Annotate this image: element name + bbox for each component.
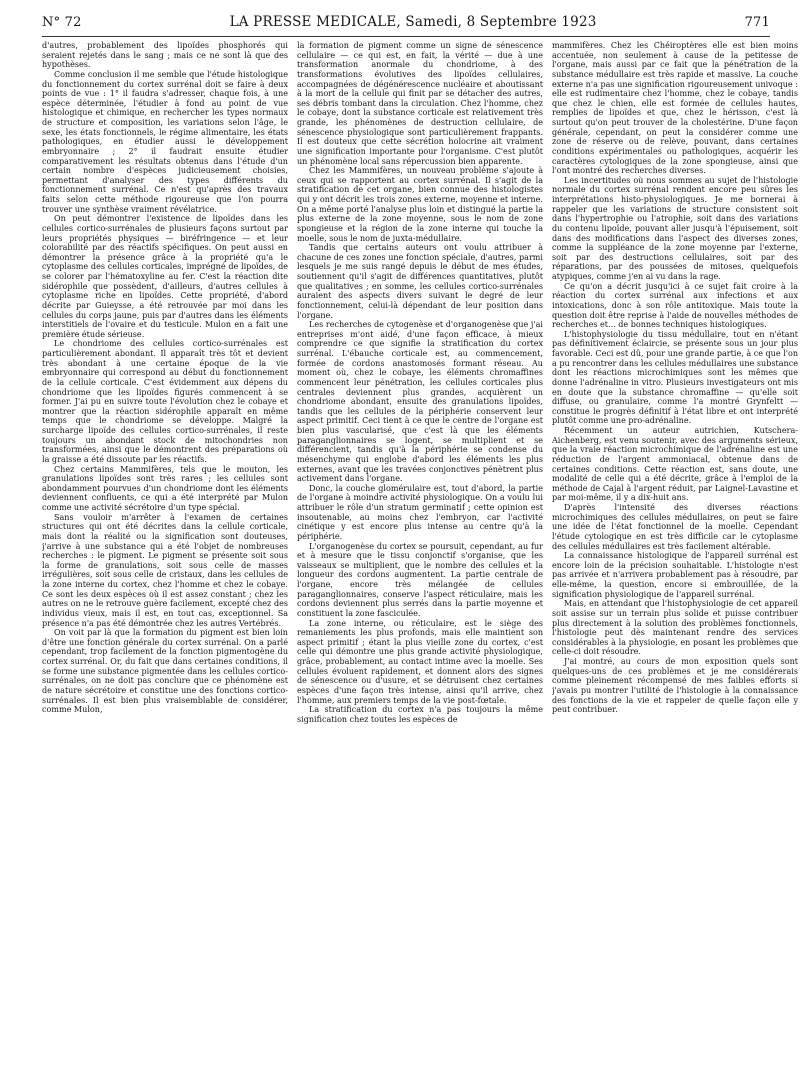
- journal-title: LA PRESSE MEDICALE, Samedi, 8 Septembre 1923: [229, 14, 597, 30]
- paragraph: Donc, la couche glomérulaire est, tout d'abord, la partie de l'organe à moindre activité physiologique. On a voulu lui attribuer le rôle d'un stratum germinatif ; cette opinion est insoutenable, au moins chez l'embryon, car l'activité cinétique y est encore plus intense au centre qu'à la périphérie.: [297, 483, 543, 541]
- paragraph: Sans vouloir m'arrêter à l'examen de certaines structures qui ont été décrites dans la cellule corticale, mais dont la réalité ou la signification sont douteuses, j'arrive à une substance qui a été l'objet de nombreuses recherches : le pigment. Le pigment se présente soit sous la forme de granulations, soit sous celle de masses irrégulières, soit sous celle de cristaux, dans les cellules de la zone interne du cortex, chez l'homme et chez le cobaye. Ce sont les deux espèces où il est assez constant ; chez les autres on ne le retrouve guère facilement, excepté chez des individus vieux, mais il est, en tout cas, exceptionnel. Sa présence n'a pas été démontrée chez les autres Vertébrés.: [42, 512, 288, 628]
- paragraph: mammifères. Chez les Chéiroptères elle est bien moins accentuée, non seulement à cause de la petitesse de l'organe, mais aussi par ce fait que la pénétration de la substance médullaire est très rapide et massive. La couche externe n'a pas une signification rigoureusement univoque : elle est rudimentaire chez l'homme, chez le cobaye, tandis que chez le chien, elle est formée de cellules hautes, remplies de lipoïdes et que, chez le hérisson, c'est là surtout qu'on peut trouver de la cholestérine. D'une façon générale, cependant, on peut la considérer comme une zone de réserve ou de relève, pouvant, dans certaines conditions expérimentales ou pathologiques, acquérir les caractères cytologiques de la zone spongieuse, ainsi que l'ont montré des recherches diverses.: [552, 41, 798, 176]
- paragraph: Ce qu'on a décrit jusqu'ici à ce sujet fait croire à la réaction du cortex surrénal aux infections et aux intoxications, donc à son rôle antitoxique. Mais toute la question doit être reprise à l'aide de nouvelles méthodes de recherches et... de bonnes techniques histologiques.: [552, 281, 798, 330]
- column-1: [42, 41, 288, 1071]
- paragraph: L'histophysiologie du tissu médullaire, tout en n'étant pas définitivement éclaircie, se présente sous un jour plus favorable. Ceci est dû, pour une grande partie, à ce que l'on a pu rencontrer dans les cellules médullaires une substance dont les réactions microchimiques sont les mêmes que donne l'adrénaline in vitro. Plusieurs investigateurs ont mis en doute que la substance chromaffine — qu'elle soit diffuse, ou granulaire, comme l'a montré Grynfeltt — constitue le progrès définitif à l'état libre et ont interprété plutôt comme une pro-adrénaline.: [552, 329, 798, 426]
- paragraph: La zone interne, ou réticulaire, est le siège des remaniements les plus profonds, mais elle maintient son aspect primitif ; étant la plus vieille zone du cortex, c'est celle qui démontre une plus grande activité physiologique, grâce, probablement, au contact intime avec la moelle. Ses cellules évoluent rapidement, et donnent alors des signes de sénescence ou d'usure, et se détruisent chez certaines espèces d'une façon très intense, ainsi qu'il arrive, chez l'homme, aux premiers temps de la vie post-fœtale.: [297, 618, 543, 705]
- issue-number: N° 72: [42, 15, 82, 30]
- paragraph: Tandis que certains auteurs ont voulu attribuer à chacune de ces zones une fonction spéciale, d'autres, parmi lesquels je me suis rangé depuis le début de mes études, soutiennent qu'il s'agit de différences quantitatives, plutôt que qualitatives ; en somme, les cellules cortico-surrénales auraient des aspects divers suivant le degré de leur fonctionnement, celui-là dépendant de leur position dans l'organe.: [297, 243, 543, 320]
- paragraph: D'après l'intensité des diverses réactions microchimiques des cellules médullaires, on peut se faire une idée de l'état fonctionnel de la moelle. Cependant l'étude cytologique en est très difficile car le cytoplasme des cellules médullaires est très facilement altérable.: [552, 503, 798, 551]
- column-3: [552, 41, 798, 1071]
- paragraph: Récemment un auteur autrichien, Kutschera-Aichenberg, est venu soutenir, avec des arguments sérieux, que la vraie réaction microchimique de l'adrénaline est une réduction de l'argent ammoniacal, obtenue dans de certaines conditions. Cette réaction est, sans doute, une modalité de celle qui a été décrite, grâce à l'emploi de la méthode de Cajal à l'argent réduit, par Laignel-Lavastine et par moi-même, il y a dix-huit ans.: [552, 426, 798, 503]
- paragraph: Chez les Mammifères, un nouveau problème s'ajoute à ceux qui se rapportent au cortex surrénal. Il s'agit de la stratification de cet organe, bien connue des histologistes qui y ont décrit les trois zones externe, moyenne et interne. On a même porté l'analyse plus loin et distingué la partie la plus externe de la zone moyenne, sous le nom de zone spongieuse et la région de la zone interne qui touche la moelle, sous le nom de juxta-médullaire.: [297, 166, 543, 243]
- paragraph: Mais, en attendant que l'histophysiologie de cet appareil soit assise sur un terrain plus solide et puisse contribuer plus directement à la solution des problèmes fonctionnels, l'histologie peut dès maintenant rendre des services considérables à la physiologie, en posant les problèmes que celle-ci doit résoudre.: [552, 599, 798, 657]
- text-columns: [42, 41, 798, 1071]
- paragraph: On voit par là que la formation du pigment est bien loin d'être une fonction générale du cortex surrénal. On a parlé cependant, trop facilement de la fonction pigmentogène du cortex surrénal. Or, du fait que dans certaines conditions, il se forme une substance pigmentée dans les cellules cortico-surrénales, on ne doit pas conclure que ce phénomène est de nature sécrétoire et constitue une des fonctions cortico-surrénales. Il est bien plus vraisemblable de considérer, comme Mulon,: [42, 628, 288, 715]
- paragraph: d'autres, probablement des lipoïdes phosphorés qui seraient rejetés dans le sang ; mais ce ne sont là que des hypothèses.: [42, 41, 288, 70]
- paragraph: La connaissance histologique de l'appareil surrénal est encore loin de la précision souhaitable. L'histologie n'est pas arrivée et n'arrivera probablement pas à résoudre, par elle-même, la question, encore si embrouillée, de la signification physiologique de l'appareil surrénal.: [552, 551, 798, 599]
- column-2: [297, 41, 543, 1071]
- paragraph: la formation de pigment comme un signe de sénescence cellulaire — ce qui est, en fait, la vérité — due à une transformation anormale du chondriome, à des transformations évolutives des lipoïdes cellulaires, accompagnées de dégénérescence nucléaire et aboutissant à la mort de la cellule qui finit par se détacher des autres, ses débris tombant dans la circulation. Chez l'homme, chez le cobaye, dont la substance corticale est relativement très grande, les phénomènes de destruction cellulaire, de sénescence physiologique sont particulièrement frappants. Il est douteux que cette sécrétion holocrine ait vraiment une signification importante pour l'organisme. C'est plutôt un phénomène local sans répercussion bien apparente.: [297, 41, 543, 166]
- paragraph: Les recherches de cytogenèse et d'organogenèse que j'ai entreprises m'ont aidé, d'une façon efficace, à mieux comprendre ce que signifie la stratification du cortex surrénal. L'ébauche corticale est, au commencement, formée de cordons anastomosés formant réseau. Au moment où, chez le cobaye, les éléments chromaffines commencent leur pénétration, les cellules corticales plus centrales deviennent plus grandes, acquièrent un chondriome abondant, ensuite des granulations lipoïdes, tandis que les cellules de la périphérie conservent leur aspect primitif. Ceci tient à ce que le centre de l'organe est bien plus vascularisé, que c'est là que les éléments paraganglionnaires se logent, se multiplient et se différencient, tandis qu'à la périphérie se condense du mésenchyme qui englobe d'abord les éléments les plus externes, avant que les travées conjonctives pénètrent plus activement dans l'organe.: [297, 320, 543, 484]
- paragraph: La stratification du cortex n'a pas toujours la même signification chez toutes les espèces de: [297, 705, 543, 724]
- paragraph: L'organogenèse du cortex se poursuit, cependant, au fur et à mesure que le tissu conjonctif s'organise, que les vaisseaux se multiplient, que le nombre des cellules et la longueur des cordons augmentent. La partie centrale de l'organe, encore très mélangée de cellules paraganglionnaires, conserve l'aspect réticulaire, mais les cordons deviennent plus serrés dans la partie moyenne et constituent la zone fasciculée.: [297, 541, 543, 618]
- paragraph: Comme conclusion il me semble que l'étude histologique du fonctionnement du cortex surrénal doit se faire à deux points de vue : 1° il faudra s'adresser, chaque fois, à une espèce déterminée, l'étudier à fond au point de vue histologique et chimique, en rechercher les types normaux de structure et composition, les variations selon l'âge, le sexe, les états fonctionnels, le régime alimentaire, les états pathologiques, en étudier aussi le développement embryonnaire ; 2° il faudrait ensuite étudier comparativement les résultats obtenus dans l'étude d'un certain nombre d'espèces judicieusement choisies, permettant d'analyser des types différents du fonctionnement surrénal. Ce n'est qu'après des travaux faits selon cette méthode rigoureuse que l'on pourra trouver une synthèse vraiment révélatrice.: [42, 69, 288, 214]
- folio-number: 771: [744, 15, 770, 30]
- header-rule: [42, 36, 770, 37]
- running-head: [42, 14, 770, 34]
- paragraph: Le chondriome des cellules cortico-surrénales est particulièrement abondant. Il apparaît très tôt et devient très abondant à une certaine époque de la vie embryonnaire qui correspond au début du fonctionnement de la cellule corticale. C'est évidemment aux dépens du chondriome que les lipoïdes figurés commencent à se former. J'ai pu en suivre toute l'évolution chez le cobaye et montrer que la réaction sidérophile apparaît en même temps que le chondriome se développe. Malgré la surcharge lipoïde des cellules cortico-surrénales, il reste toujours un abondant stock de mitochondries non transformées, ainsi que le démontrent des préparations où la graisse a été dissoute par les réactifs.: [42, 339, 288, 464]
- paragraph: On peut démontrer l'existence de lipoïdes dans les cellules cortico-surrénales de plusieurs façons surtout par leurs propriétés physiques — biréfringence — et leur colorabilité par des réactifs spécifiques. On peut aussi en démontrer la présence grâce à la propriété qu'a le cytoplasme des cellules corticales, imprégné de lipoïdes, de se colorer par l'hématoxyline au fer. C'est la réaction dite sidérophile que possèdent, d'ailleurs, d'autres cellules à cytoplasme riche en lipoïdes. Cette propriété, d'abord décrite par Guieysse, a été retrouvée par moi dans les cellules du corps jaune, puis par d'autres dans les éléments interstitiels de l'ovaire et du testicule. Mulon en a fait une première étude sérieuse.: [42, 214, 288, 339]
- paragraph: Chez certains Mammifères, tels que le mouton, les granulations lipoïdes sont très rares ; les cellules sont abondamment pourvues d'un chondriome dont les éléments deviennent confluents, ce qui a été interprété par Mulon comme une activité sécrétoire d'un type spécial.: [42, 464, 288, 512]
- paragraph: J'ai montré, au cours de mon exposition quels sont quelques-uns de ces problèmes et je me considérerais comme pleinement récompensé de mes faibles efforts si j'avais pu montrer l'utilité de l'histologie à la connaissance des fonctions de la vie et rappeler de quelle façon elle y peut contribuer.: [552, 657, 798, 715]
- paragraph: Les incertitudes où nous sommes au sujet de l'histologie normale du cortex surrénal rendent encore peu sûres les interprétations histo-physiologiques. Je me bornerai à rappeler que les variations de structure consistent soit dans l'hypertrophie ou l'atrophie, soit dans des variations du contenu lipoïde, pouvant aller jusqu'à l'épuisement, soit dans des modifications dans l'aspect des diverses zones, comme la suppléance de la zone moyenne par l'externe, soit par des destructions cellulaires, soit par des réparations, par des poussées de mitoses, quelquefois atypiques, comme j'en ai vu dans la rage.: [552, 175, 798, 281]
